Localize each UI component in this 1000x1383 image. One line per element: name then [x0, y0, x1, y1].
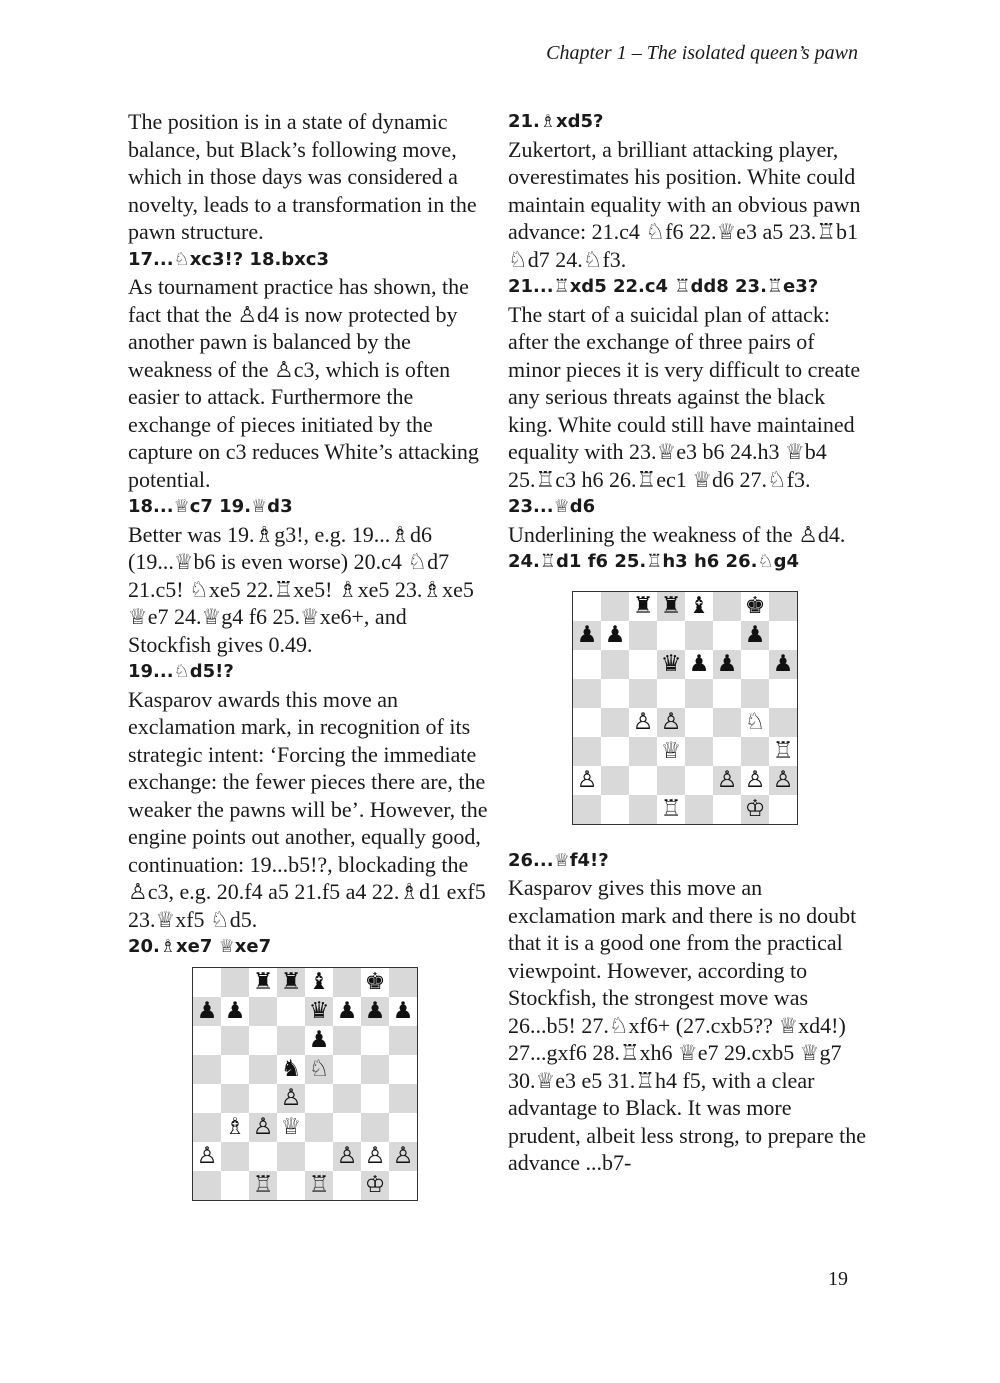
board-square	[221, 1084, 249, 1113]
board-square: ♔	[361, 1171, 389, 1200]
board-square	[601, 708, 629, 737]
board-square	[685, 795, 713, 824]
board-square: ♜	[277, 968, 305, 997]
commentary-paragraph: The start of a suicidal plan of attack: after the exchange of three pairs of minor pieces it is very difficult to create any serious threats against the black king. White could still have maintained equality with 23.♕e3 b6 24.h3 ♕b4 25.♖c3 h6 26.♖ec1 ♕d6 27.♘f3.	[508, 301, 861, 492]
board-square	[277, 1171, 305, 1200]
board-square	[601, 795, 629, 824]
board-square	[193, 1171, 221, 1200]
board-square: ♖	[249, 1171, 277, 1200]
right-column	[508, 108, 868, 1177]
right-text-flow-top	[508, 108, 868, 576]
commentary-paragraph: Zukertort, a brilliant attacking player, overestimates his position. White could maintain equality with an obvious pawn advance: 21.c4 ♘f6 22.♕e3 a5 23.♖b1 ♘d7 24.♘f3.	[508, 136, 861, 272]
board-square	[629, 679, 657, 708]
board-square	[713, 621, 741, 650]
commentary-paragraph: Kasparov awards this move an exclamation mark, in recognition of its strategic intent: ‘Forcing the immediate exchange: the fewer pieces there are, the weaker the pawns will be’. However, the engine points out another, equally good, continuation: 19...b5!?, blockading the ♙c3, e.g. 20.f4 a5 21.f5 a4 22.♗d1 exf5 23.♕xf5 ♘d5.	[128, 686, 488, 932]
board-square: ♟	[741, 621, 769, 650]
board-square: ♙	[573, 766, 601, 795]
board-square	[601, 650, 629, 679]
board-square: ♟	[305, 1026, 333, 1055]
board-square: ♜	[249, 968, 277, 997]
board-square: ♚	[741, 592, 769, 621]
board-square: ♔	[741, 795, 769, 824]
board-square: ♟	[221, 997, 249, 1026]
move-heading: 26...♕f4!?	[508, 849, 609, 871]
board-square	[193, 1055, 221, 1084]
board-square	[741, 650, 769, 679]
board-square	[221, 1171, 249, 1200]
board-square	[629, 621, 657, 650]
board-square	[333, 1026, 361, 1055]
board-square: ♟	[713, 650, 741, 679]
commentary-paragraph: Kasparov gives this move an exclamation mark and there is no doubt that it is a good one from the practical viewpoint. However, according to Stockfish, the strongest move was 26...b5! 27.♘xf6+ (27.cxb5?? ♕xd4!) 27...gxf6 28.♖xh6 ♕e7 29.cxb5 ♕g7 30.♕e3 e5 31.♖h4 f5, with a clear advantage to Black. It was more prudent, albeit less strong, to prepare the advance ...b7-	[508, 875, 867, 1175]
move-heading: 23...♕d6	[508, 496, 596, 517]
commentary-paragraph: Better was 19.♗g3!, e.g. 19...♗d6 (19...♕b6 is even worse) 20.c4 ♘d7 21.c5! ♘xe5 22.♖xe5! ♗xe5 23.♗xe5 ♕e7 24.♕g4 f6 25.♕xe6+, and Stockfish gives 0.49.	[128, 521, 474, 657]
board-square	[277, 1142, 305, 1171]
left-column	[128, 108, 488, 1201]
board-square: ♕	[277, 1113, 305, 1142]
board-square	[361, 1113, 389, 1142]
board-square: ♟	[601, 621, 629, 650]
board-square	[333, 1171, 361, 1200]
board-square: ♜	[629, 592, 657, 621]
move-heading: 17...♘xc3!? 18.bxc3	[128, 248, 329, 270]
board-square	[193, 1084, 221, 1113]
board-square	[601, 766, 629, 795]
board-square	[333, 1084, 361, 1113]
board-square	[221, 968, 249, 997]
board-square	[573, 592, 601, 621]
chess-diagram-after-26	[572, 591, 798, 825]
board-square	[769, 679, 797, 708]
board-square	[601, 679, 629, 708]
board-square: ♘	[741, 708, 769, 737]
board-square	[713, 592, 741, 621]
board-square	[629, 737, 657, 766]
board-square	[389, 1113, 417, 1142]
board-square: ♙	[333, 1142, 361, 1171]
board-square: ♚	[361, 968, 389, 997]
board-square	[221, 1055, 249, 1084]
board-square	[769, 592, 797, 621]
board-square	[573, 679, 601, 708]
board-square	[685, 737, 713, 766]
move-heading: 18...♕c7 19.♕d3	[128, 496, 293, 517]
board-square: ♟	[685, 650, 713, 679]
board-square	[685, 621, 713, 650]
board-square	[685, 679, 713, 708]
board-square: ♖	[305, 1171, 333, 1200]
board-square	[629, 795, 657, 824]
board-square	[389, 1055, 417, 1084]
board-square	[769, 621, 797, 650]
board-square: ♟	[193, 997, 221, 1026]
board-square: ♙	[277, 1084, 305, 1113]
board-square	[193, 1113, 221, 1142]
board-square: ♙	[741, 766, 769, 795]
chess-diagram-after-20	[192, 967, 418, 1201]
board-square: ♙	[713, 766, 741, 795]
board-square	[389, 1026, 417, 1055]
board-square	[305, 1142, 333, 1171]
board-square	[249, 997, 277, 1026]
board-square	[629, 650, 657, 679]
page-number: 19	[828, 1268, 848, 1290]
board-square: ♙	[657, 708, 685, 737]
board-square	[389, 968, 417, 997]
move-heading: 21.♗xd5?	[508, 111, 604, 132]
board-square	[685, 708, 713, 737]
board-square	[657, 766, 685, 795]
board-square: ♝	[685, 592, 713, 621]
board-square	[277, 1026, 305, 1055]
running-header: Chapter 1 – The isolated queen’s pawn	[546, 42, 858, 64]
board-square	[573, 795, 601, 824]
board-square	[305, 1084, 333, 1113]
board-square	[305, 1113, 333, 1142]
board-square	[741, 679, 769, 708]
board-square	[601, 592, 629, 621]
board-square	[713, 795, 741, 824]
board-square	[769, 795, 797, 824]
commentary-paragraph: As tournament practice has shown, the fact that the ♙d4 is now protected by another pawn is balanced by the weakness of the ♙c3, which is often easier to attack. Furthermore the exchange of pieces initiated by the capture on c3 reduces White’s attacking potential.	[128, 274, 479, 492]
board-square	[741, 737, 769, 766]
board-square	[361, 1084, 389, 1113]
board-square	[657, 621, 685, 650]
board-square	[361, 1026, 389, 1055]
move-heading: 19...♘d5!?	[128, 661, 234, 682]
board-square: ♞	[277, 1055, 305, 1084]
board-square	[389, 1084, 417, 1113]
move-heading: 24.♖d1 f6 25.♖h3 h6 26.♘g4	[508, 551, 799, 572]
board-square	[713, 679, 741, 708]
board-square: ♖	[657, 795, 685, 824]
board-square	[333, 968, 361, 997]
move-heading: 20.♗xe7 ♕xe7	[128, 936, 272, 957]
board-square: ♙	[389, 1142, 417, 1171]
board-square: ♟	[361, 997, 389, 1026]
board-square: ♝	[305, 968, 333, 997]
board-square	[573, 650, 601, 679]
board-square: ♙	[769, 766, 797, 795]
board-square: ♙	[249, 1113, 277, 1142]
board-square: ♟	[333, 997, 361, 1026]
commentary-paragraph: The position is in a state of dynamic balance, but Black’s following move, which in those days was considered a novelty, leads to a transformation in the pawn structure.	[128, 109, 477, 244]
board-square	[713, 708, 741, 737]
board-square	[389, 1171, 417, 1200]
board-square	[249, 1142, 277, 1171]
board-square	[249, 1055, 277, 1084]
board-square: ♗	[221, 1113, 249, 1142]
board-square	[193, 968, 221, 997]
board-square: ♛	[305, 997, 333, 1026]
board-square	[249, 1084, 277, 1113]
board-square	[629, 766, 657, 795]
board-square	[221, 1142, 249, 1171]
board-square: ♛	[657, 650, 685, 679]
board-square	[657, 679, 685, 708]
board-square: ♘	[305, 1055, 333, 1084]
board-square: ♙	[629, 708, 657, 737]
right-text-flow-bottom	[508, 847, 868, 1177]
board-square: ♖	[769, 737, 797, 766]
board-square: ♜	[657, 592, 685, 621]
board-square	[221, 1026, 249, 1055]
left-text-flow	[128, 108, 488, 961]
board-square	[361, 1055, 389, 1084]
board-square	[713, 737, 741, 766]
board-square	[333, 1113, 361, 1142]
board-square: ♟	[573, 621, 601, 650]
board-square	[573, 708, 601, 737]
board-square	[193, 1026, 221, 1055]
board-square: ♕	[657, 737, 685, 766]
board-square	[685, 766, 713, 795]
board-square: ♟	[389, 997, 417, 1026]
board-square: ♙	[193, 1142, 221, 1171]
board-square	[277, 997, 305, 1026]
board-square	[573, 737, 601, 766]
board-square	[249, 1026, 277, 1055]
commentary-paragraph: Underlining the weakness of the ♙d4.	[508, 521, 846, 547]
board-square	[333, 1055, 361, 1084]
board-square	[601, 737, 629, 766]
board-square: ♟	[769, 650, 797, 679]
move-heading: 21...♖xd5 22.c4 ♖dd8 23.♖e3?	[508, 276, 819, 297]
board-square	[769, 708, 797, 737]
board-square: ♙	[361, 1142, 389, 1171]
